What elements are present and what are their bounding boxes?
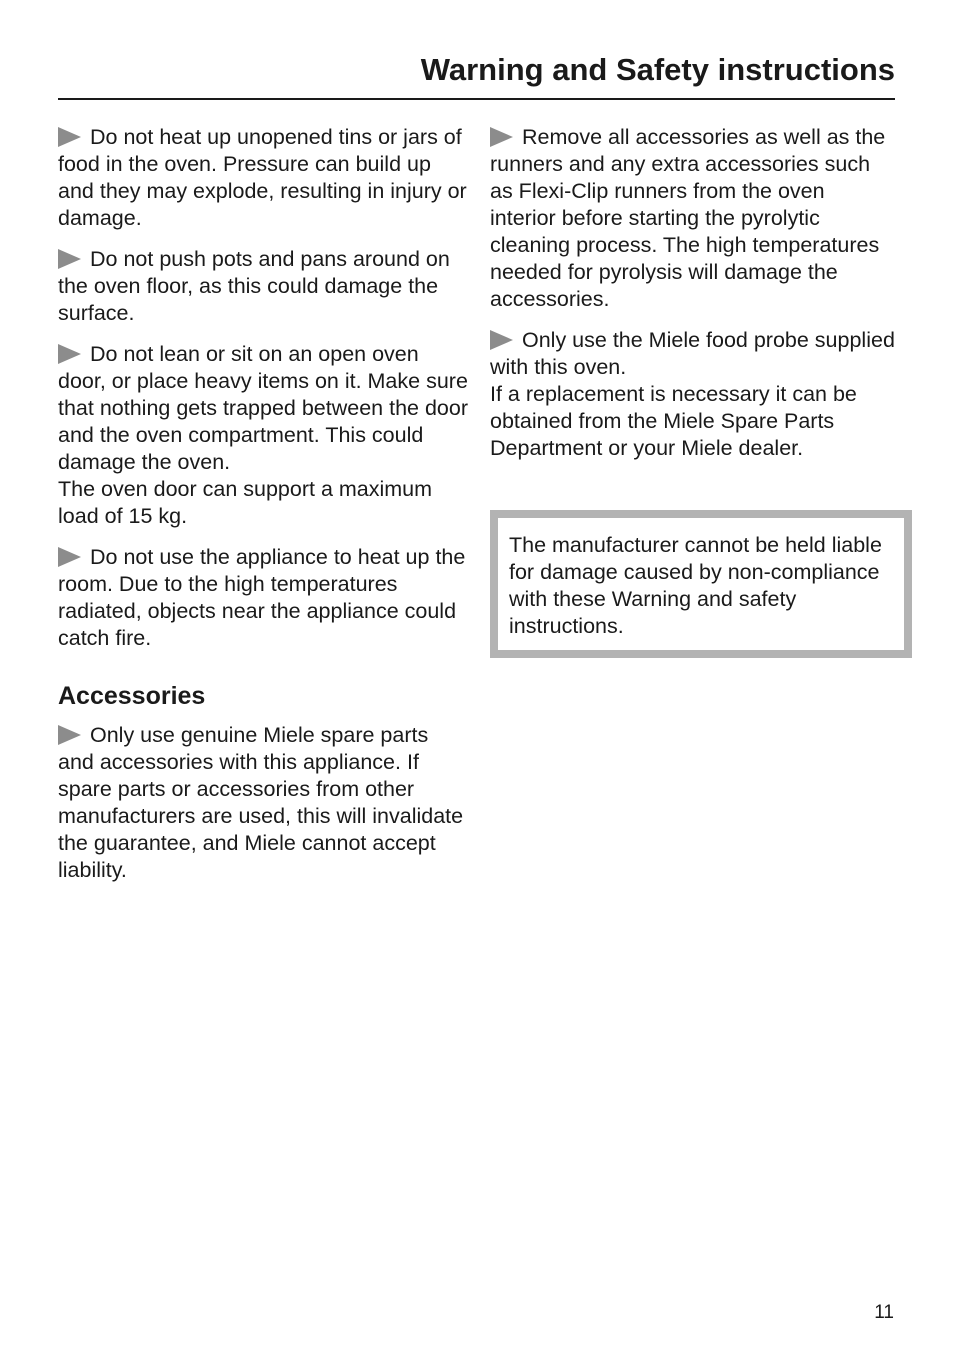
warning-text: Do not lean or sit on an open oven door, or place heavy items on it. Make sure that nothing gets trapped between the door and the oven compartment. This could damage the oven. [58,342,469,474]
warning-text: Do not push pots and pans around on the oven floor, as this could damage the surface. [58,247,450,325]
warning-item [58,544,468,652]
triangle-right-arrow-icon [58,249,81,269]
triangle-right-arrow-icon [58,547,81,567]
triangle-right-arrow-icon [58,725,81,745]
warning-item [490,124,896,313]
warning-text-continued: The oven door can support a maximum load of 15 kg. [58,477,433,528]
triangle-right-arrow-icon [58,127,81,147]
warning-text-continued: If a replacement is necessary it can be obtained from the Miele Spare Parts Department or your Miele dealer. [490,382,857,460]
warning-item [58,722,468,884]
page-number: 11 [874,1302,894,1323]
right-column [490,124,896,658]
section-heading-accessories: Accessories [58,682,206,710]
warning-text: Only use the Miele food probe supplied with this oven. [490,328,895,379]
warning-text: Do not use the appliance to heat up the room. Due to the high temperatures radiated, objects near the appliance could catch fire. [58,545,466,650]
liability-notice-box: The manufacturer cannot be held liable for damage caused by non-compliance with these Warning and safety instructions. [490,510,912,658]
triangle-right-arrow-icon [58,344,81,364]
triangle-right-arrow-icon [490,330,513,350]
warning-item [490,327,896,462]
warning-item [58,124,468,232]
triangle-right-arrow-icon [490,127,513,147]
page-title: Warning and Safety instructions [420,52,895,87]
title-divider [58,98,895,100]
left-column [58,124,468,898]
warning-text: Do not heat up unopened tins or jars of food in the oven. Pressure can build up and they may explode, resulting in injury or damage. [58,125,467,230]
warning-text: Remove all accessories as well as the runners and any extra accessories such as Flexi-Clip runners from the oven interior before starting the pyrolytic cleaning process. The high temperatures needed for pyrolysis will damage the accessories. [490,125,886,311]
warning-text: Only use genuine Miele spare parts and accessories with this appliance. If spare parts or accessories from other manufacturers are used, this will invalidate the guarantee, and Miele cannot accept liability. [58,723,464,882]
warning-item [58,341,468,530]
warning-item [58,246,468,327]
